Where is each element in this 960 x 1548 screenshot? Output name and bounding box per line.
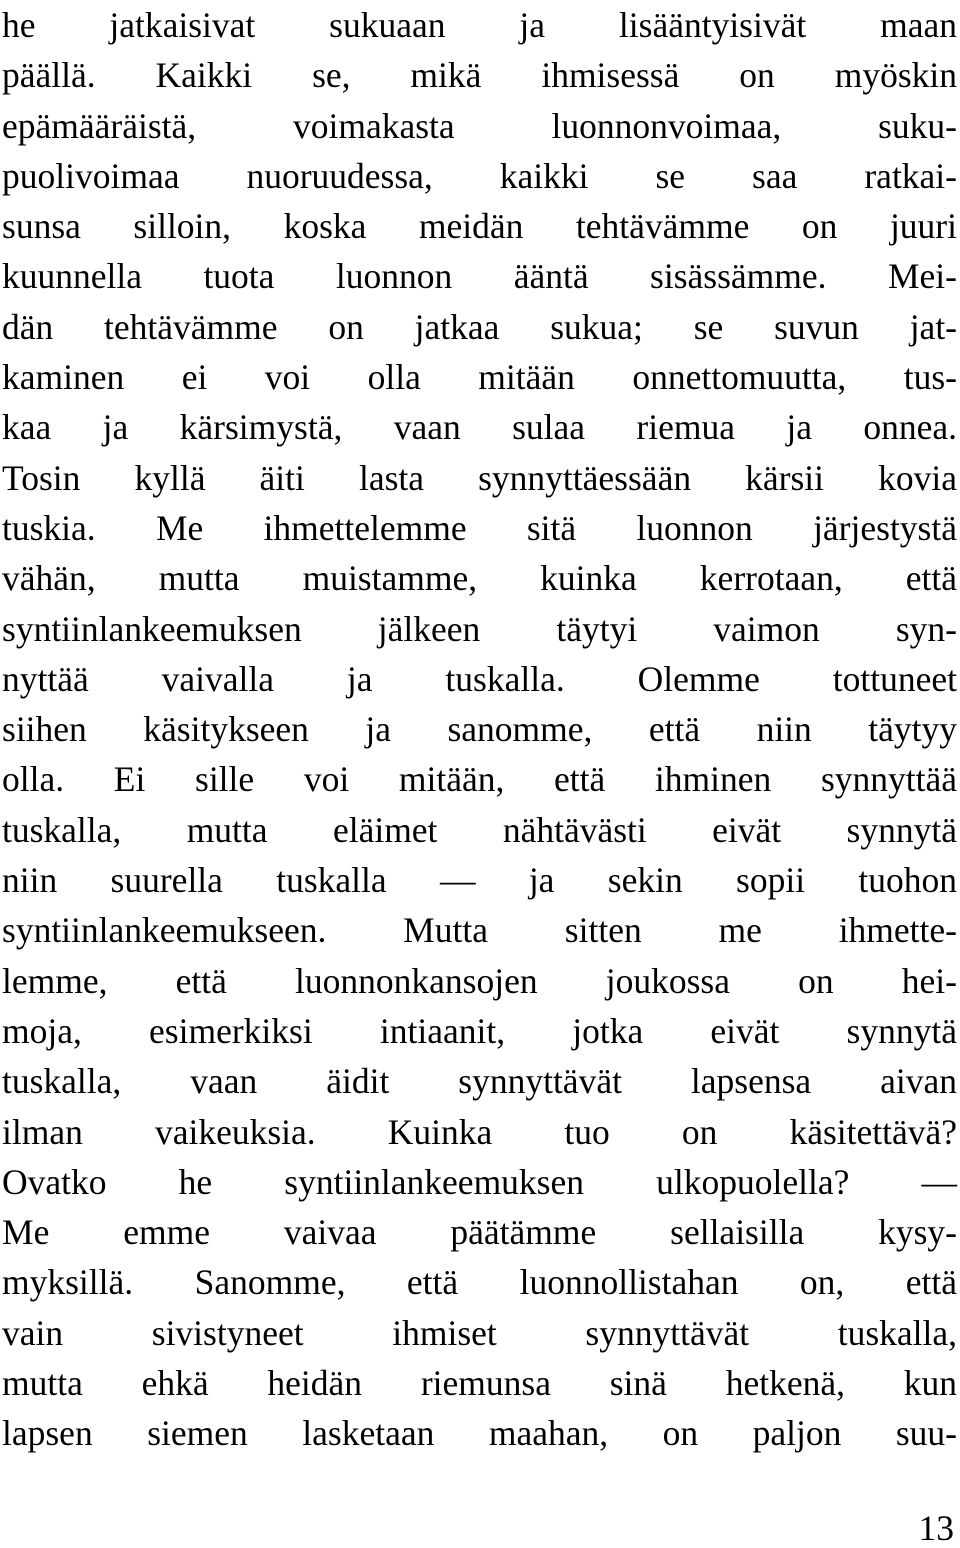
text-line: kuunnella tuota luonnon ääntä sisässämme. Mei- — [2, 256, 957, 297]
text-line: he jatkaisivat sukuaan ja lisääntyisivät maan — [2, 5, 957, 45]
text-line: lapsen siemen lasketaan maahan, on paljon suu- — [2, 1413, 957, 1454]
text-line: mutta ehkä heidän riemunsa sinä hetkenä, kun — [2, 1363, 957, 1404]
text-line: ilman vaikeuksia. Kuinka tuo on käsitettävä? — [2, 1111, 957, 1152]
text-line: Me emme vaivaa päätämme sellaisilla kysy- — [2, 1212, 957, 1253]
text-line: dän tehtävämme on jatkaa sukua; se suvun jat- — [2, 306, 957, 347]
text-line: epämääräistä, voimakasta luonnonvoimaa, suku- — [2, 105, 957, 146]
text-line: puolivoimaa nuoruudessa, kaikki se saa ratkai- — [2, 155, 957, 196]
text-line: siihen käsitykseen ja sanomme, että niin täytyy — [2, 709, 957, 750]
text-line: Tosin kyllä äiti lasta synnyttäessään kärsii kovia — [2, 457, 957, 498]
text-line: tuskia. Me ihmettelemme sitä luonnon järjestystä — [2, 507, 957, 548]
text-line: niin suurella tuskalla — ja sekin sopii tuohon — [2, 860, 957, 901]
text-line: tuskalla, mutta eläimet nähtävästi eivät synnytä — [2, 809, 957, 850]
text-line: tuskalla, vaan äidit synnyttävät lapsensa aivan — [2, 1061, 957, 1102]
text-line: sunsa silloin, koska meidän tehtävämme on juuri — [2, 206, 957, 247]
text-line: vähän, mutta muistamme, kuinka kerrotaan, että — [2, 558, 957, 599]
body-text — [2, 0, 957, 1459]
text-line: syntiinlankeemuksen jälkeen täytyi vaimon syn- — [2, 608, 957, 649]
text-line: kaminen ei voi olla mitään onnettomuutta, tus- — [2, 357, 957, 398]
text-line: päällä. Kaikki se, mikä ihmisessä on myöskin — [2, 55, 957, 96]
text-line: kaa ja kärsimystä, vaan sulaa riemua ja onnea. — [2, 407, 957, 448]
text-line: myksillä. Sanomme, että luonnollistahan on, että — [2, 1262, 957, 1303]
text-line: nyttää vaivalla ja tuskalla. Olemme tottuneet — [2, 658, 957, 699]
text-line: lemme, että luonnonkansojen joukossa on hei- — [2, 960, 957, 1001]
text-line: vain sivistyneet ihmiset synnyttävät tuskalla, — [2, 1312, 957, 1353]
page-number: 13 — [918, 1508, 954, 1548]
text-line: Ovatko he syntiinlankeemuksen ulkopuolella? — — [2, 1161, 957, 1202]
text-line: olla. Ei sille voi mitään, että ihminen synnyttää — [2, 759, 957, 800]
text-line: syntiinlankeemukseen. Mutta sitten me ihmette- — [2, 910, 957, 951]
text-line: moja, esimerkiksi intiaanit, jotka eivät synnytä — [2, 1010, 957, 1051]
